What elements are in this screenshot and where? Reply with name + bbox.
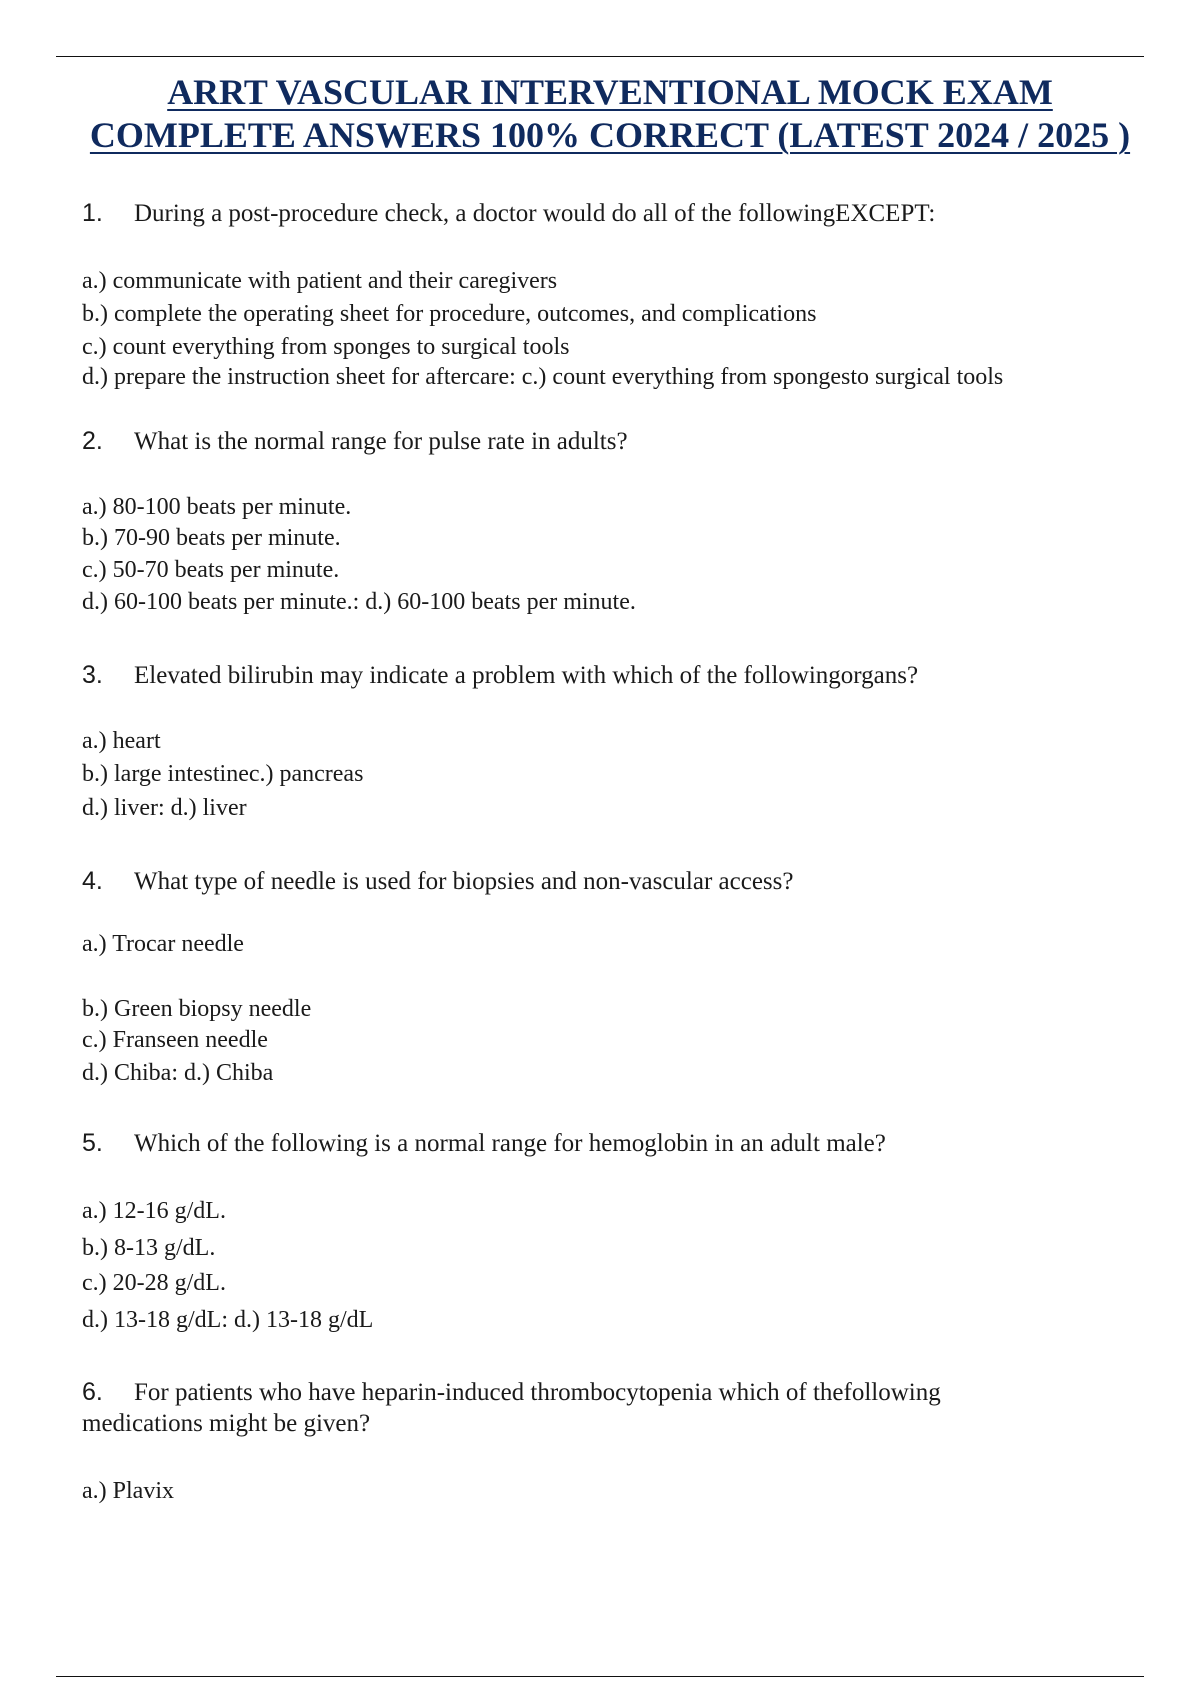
bottom-rule <box>56 1676 1144 1677</box>
question-1-option-b: b.) complete the operating sheet for procedure, outcomes, and complications <box>82 301 817 327</box>
question-6-option-a: a.) Plavix <box>82 1478 174 1504</box>
question-1-option-c: c.) count everything from sponges to surgical tools <box>82 334 570 360</box>
question-2 <box>82 426 628 457</box>
question-number: 4. <box>82 867 103 895</box>
question-3 <box>82 660 918 691</box>
question-5-option-b: b.) 8-13 g/dL. <box>82 1235 216 1261</box>
question-3-option-d: d.) liver: d.) liver <box>82 795 247 821</box>
question-5-option-d: d.) 13-18 g/dL: d.) 13-18 g/dL <box>82 1307 374 1333</box>
question-text: Elevated bilirubin may indicate a problem with which of the followingorgans? <box>134 662 919 689</box>
question-text-line-1: For patients who have heparin-induced thrombocytopenia which of thefollowing <box>134 1379 941 1406</box>
question-text: What type of needle is used for biopsies and non-vascular access? <box>134 868 794 895</box>
question-3-option-a: a.) heart <box>82 728 161 754</box>
question-2-option-b: b.) 70-90 beats per minute. <box>82 525 341 551</box>
question-6 <box>82 1377 941 1408</box>
question-2-option-d: d.) 60-100 beats per minute.: d.) 60-100 beats per minute. <box>82 589 636 615</box>
question-number: 2. <box>82 427 103 455</box>
question-3-option-b: b.) large intestinec.) pancreas <box>82 761 364 787</box>
question-6-continuation <box>82 1408 370 1439</box>
question-number: 3. <box>82 661 103 689</box>
question-text: What is the normal range for pulse rate in adults? <box>134 428 628 455</box>
question-number: 5. <box>82 1129 103 1157</box>
question-text-line-2: medications might be given? <box>82 1410 371 1437</box>
question-2-option-c: c.) 50-70 beats per minute. <box>82 557 340 583</box>
top-rule <box>56 56 1144 57</box>
question-number: 6. <box>82 1378 103 1406</box>
question-text: Which of the following is a normal range for hemoglobin in an adult male? <box>134 1130 886 1157</box>
question-1-option-a: a.) communicate with patient and their caregivers <box>82 268 558 294</box>
document-title-line-1: ARRT VASCULAR INTERVENTIONAL MOCK EXAM <box>167 72 1053 112</box>
question-4-option-a: a.) Trocar needle <box>82 931 244 957</box>
question-number: 1. <box>82 199 103 227</box>
question-5-option-c: c.) 20-28 g/dL. <box>82 1270 226 1296</box>
question-4 <box>82 866 794 897</box>
question-4-option-c: c.) Franseen needle <box>82 1027 268 1053</box>
question-text: During a post-procedure check, a doctor would do all of the followingEXCEPT: <box>134 200 936 227</box>
question-4-option-d: d.) Chiba: d.) Chiba <box>82 1060 274 1086</box>
document-title-line-2: COMPLETE ANSWERS 100% CORRECT (LATEST 2024 / 2025 ) <box>89 115 1131 155</box>
question-4-option-b: b.) Green biopsy needle <box>82 996 312 1022</box>
question-5-option-a: a.) 12-16 g/dL. <box>82 1198 226 1224</box>
question-1-option-d: d.) prepare the instruction sheet for aftercare: c.) count everything from spongesto surgical tools <box>82 364 1004 390</box>
question-5 <box>82 1128 886 1159</box>
question-1 <box>82 198 935 229</box>
question-2-option-a: a.) 80-100 beats per minute. <box>82 494 352 520</box>
